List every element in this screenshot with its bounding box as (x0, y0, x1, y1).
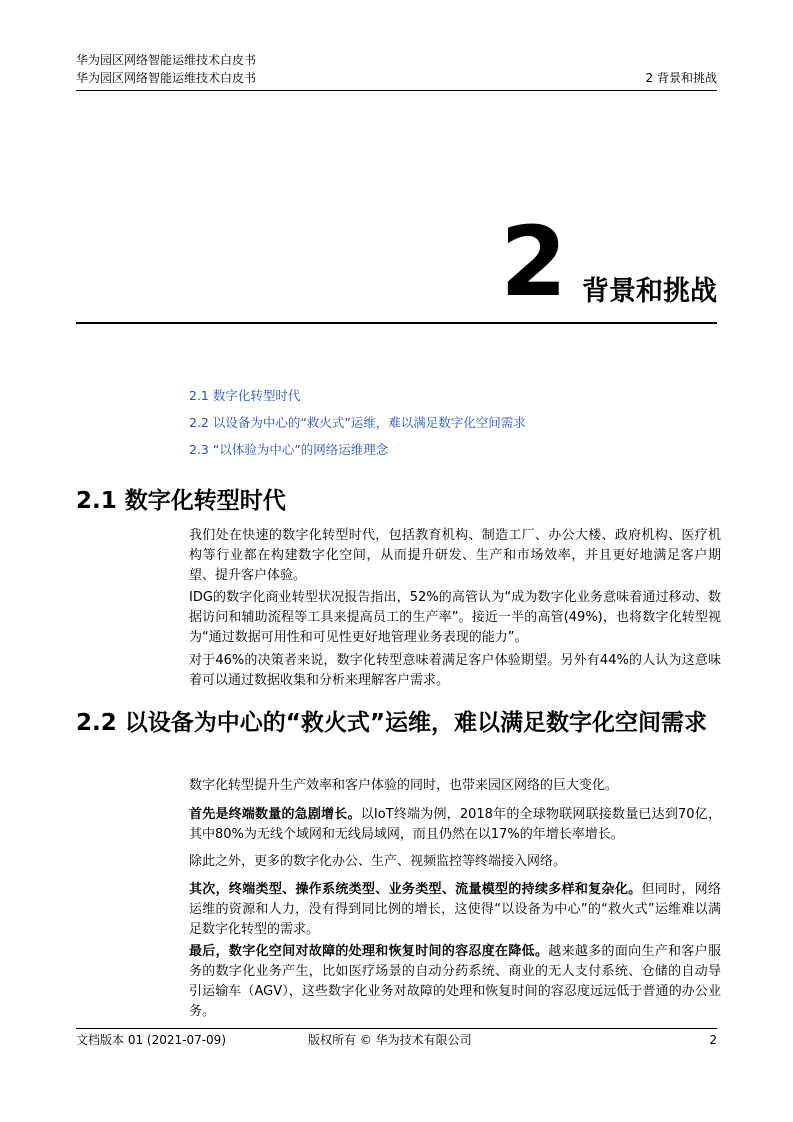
footer-version: 文档版本 01 (2021-07-09) (76, 1033, 227, 1047)
header-chapter-label: 2 背景和挑战 (645, 71, 717, 85)
bold-lead: 最后，数字化空间对故障的处理和恢复时间的容忍度在降低。 (189, 944, 549, 959)
paragraph: 对于46%的决策者来说，数字化转型意味着满足客户体验期望。另外有44%的人认为这意味着可以通过数据收集和分析来理解客户需求。 (189, 653, 721, 688)
paragraph: 数字化转型提升生产效率和客户体验的同时，也带来园区网络的巨大变化。 (189, 778, 619, 793)
chapter-title: 背景和挑战 (582, 276, 717, 307)
chapter-divider (76, 322, 717, 324)
toc-link-2-1[interactable]: 2.1 数字化转型时代 (189, 388, 301, 403)
paragraph-text: 越来越多的面向生产和客户服务的数字化业务产生，比如医疗场景的自动分药系统、商业的无人支付系统、仓储的自动导引运输车（AGV），这些数字化业务对故障的处理和恢复时间的容忍度远远低于普通的办公业务。 (189, 944, 721, 1019)
bold-lead: 其次，终端类型、操作系统类型、业务类型、流量模型的持续多样和复杂化。 (189, 882, 642, 897)
paragraph-text: 以IoT终端为例，2018年的全球物联网联接数量已达到70亿，其中80%为无线个域网和无线局域网，而且仍然在以17%的年增长率增长。 (189, 807, 721, 842)
chapter-number: 2 (500, 206, 567, 318)
paragraph: 除此之外，更多的数字化办公、生产、视频监控等终端接入网络。 (189, 854, 567, 869)
toc-link-2-2[interactable]: 2.2 以设备为中心的“救火式”运维，难以满足数字化空间需求 (189, 415, 526, 430)
header-doc-title: 华为园区网络智能运维技术白皮书 (76, 53, 257, 67)
section-heading-2-2: 2.2 以设备为中心的“救火式”运维，难以满足数字化空间需求 (76, 710, 707, 736)
section-heading-2-1: 2.1 数字化转型时代 (76, 488, 286, 514)
footer-page-number: 2 (709, 1033, 717, 1047)
paragraph-text: 但同时，网络运维的资源和人力，没有得到同比例的增长，这使得“以设备为中心”的“救火式”运维难以满足数字化转型的需求。 (189, 882, 721, 937)
paragraph (189, 805, 721, 845)
paragraph (189, 942, 721, 1022)
toc-link-2-3[interactable]: 2.3 “以体验为中心”的网络运维理念 (189, 442, 389, 457)
header-divider (76, 90, 717, 91)
paragraph: IDG的数字化商业转型状况报告指出，52%的高管认为“成为数字化业务意味着通过移动、数据访问和辅助流程等工具来提高员工的生产率”。接近一半的高管(49%)，也将数字化转型视为“通过数据可用性和可见性更好地管理业务表现的能力”。 (189, 590, 721, 645)
footer-copyright: 版权所有 © 华为技术有限公司 (308, 1033, 472, 1047)
paragraph: 我们处在快速的数字化转型时代，包括教育机构、制造工厂、办公大楼、政府机构、医疗机构等行业都在构建数字化空间，从而提升研发、生产和市场效率，并且更好地满足客户期望、提升客户体验。 (189, 528, 721, 583)
footer-divider (76, 1028, 717, 1029)
bold-lead: 首先是终端数量的急剧增长。 (189, 807, 361, 822)
header-doc-title-repeat: 华为园区网络智能运维技术白皮书 (76, 71, 257, 85)
paragraph (189, 880, 721, 940)
